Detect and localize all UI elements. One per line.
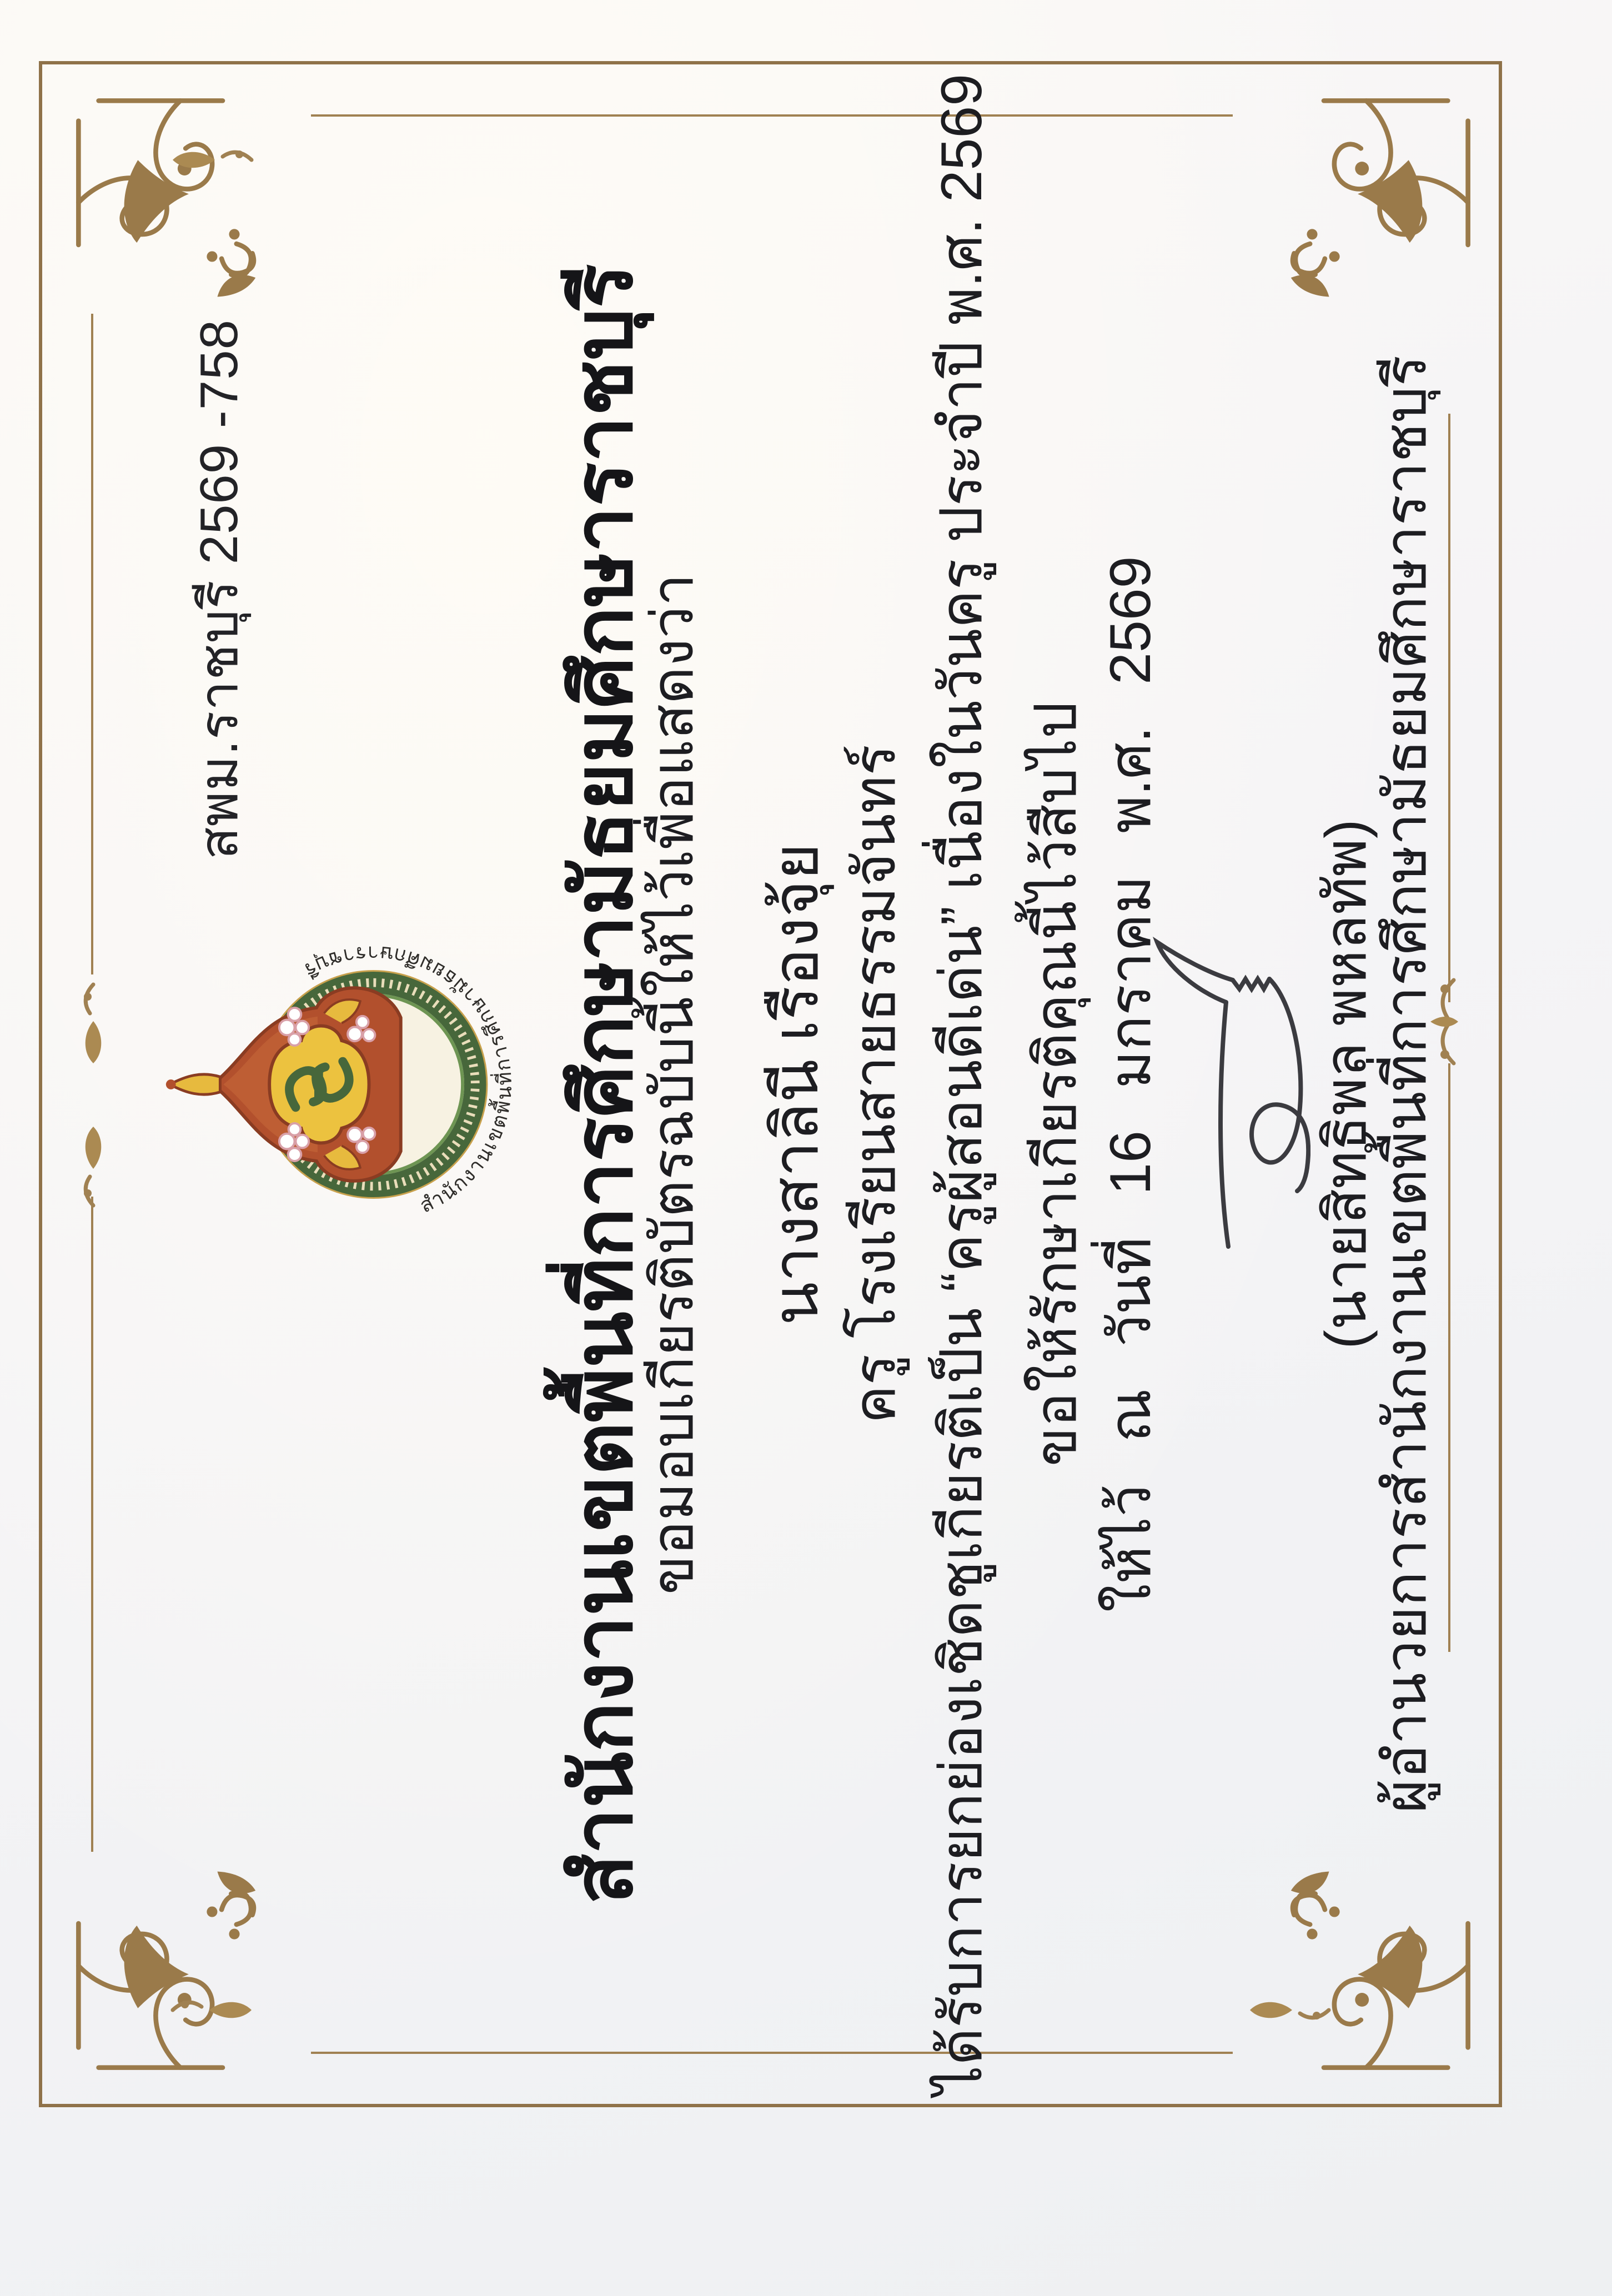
signature-handwriting xyxy=(1144,858,1310,1313)
recipient-name: นางสาลินี เรืองจุ้ย xyxy=(761,843,831,1325)
inner-border-line-top-right xyxy=(91,314,93,974)
leaf-drop-icon xyxy=(170,142,254,178)
emblem-caption-text: สำนักงานเขตพื้นที่การศึกษามัธยมศึกษาราชบุรี xyxy=(299,942,516,1218)
issue-date-line: ให้ไว้ ณ วันที่ 16 มกราคม พ.ศ. 2569 xyxy=(1098,556,1163,1612)
certificate-number: สพม.ราชบุรี 2569 -758 xyxy=(189,319,249,860)
leaf-drop-icon xyxy=(76,1124,111,1208)
achievement-line: ได้รับการยกย่องเชิดชูเกียรติเป็น “ครูผู้สอนดีเด่น” เนื่องในวันครู ประจำปี พ.ศ. 2569 xyxy=(930,73,994,2095)
inner-border-line-top-left xyxy=(91,1197,93,1852)
leaf-drop-icon xyxy=(76,982,111,1066)
signer-name: (นายสิทธิพล พหลทัพ) xyxy=(1314,819,1378,1349)
emblem-spire xyxy=(170,1074,220,1094)
signer-position: ผู้อำนวยการสำนักงานเขตพื้นที่การศึกษามัธยมศึกษาราชบุรี xyxy=(1374,355,1438,1813)
blessing-line: ขอให้รักษาเกียรติคุณนี้ไว้สืบไป xyxy=(1024,701,1088,1467)
issuer-title: สำนักงานเขตพื้นที่การศึกษามัธยมศึกษาราชบุรี xyxy=(558,264,649,1905)
education-office-emblem-icon xyxy=(160,929,543,1240)
award-intro-line: ขอมอบเกียรติบัตรฉบับนี้ให้ไว้เพื่อแสดงว่า xyxy=(641,573,705,1595)
recipient-title: ครู โรงเรียนสายธรรมจันทร์ xyxy=(843,744,907,1424)
corner-flourish-icon xyxy=(48,70,281,303)
